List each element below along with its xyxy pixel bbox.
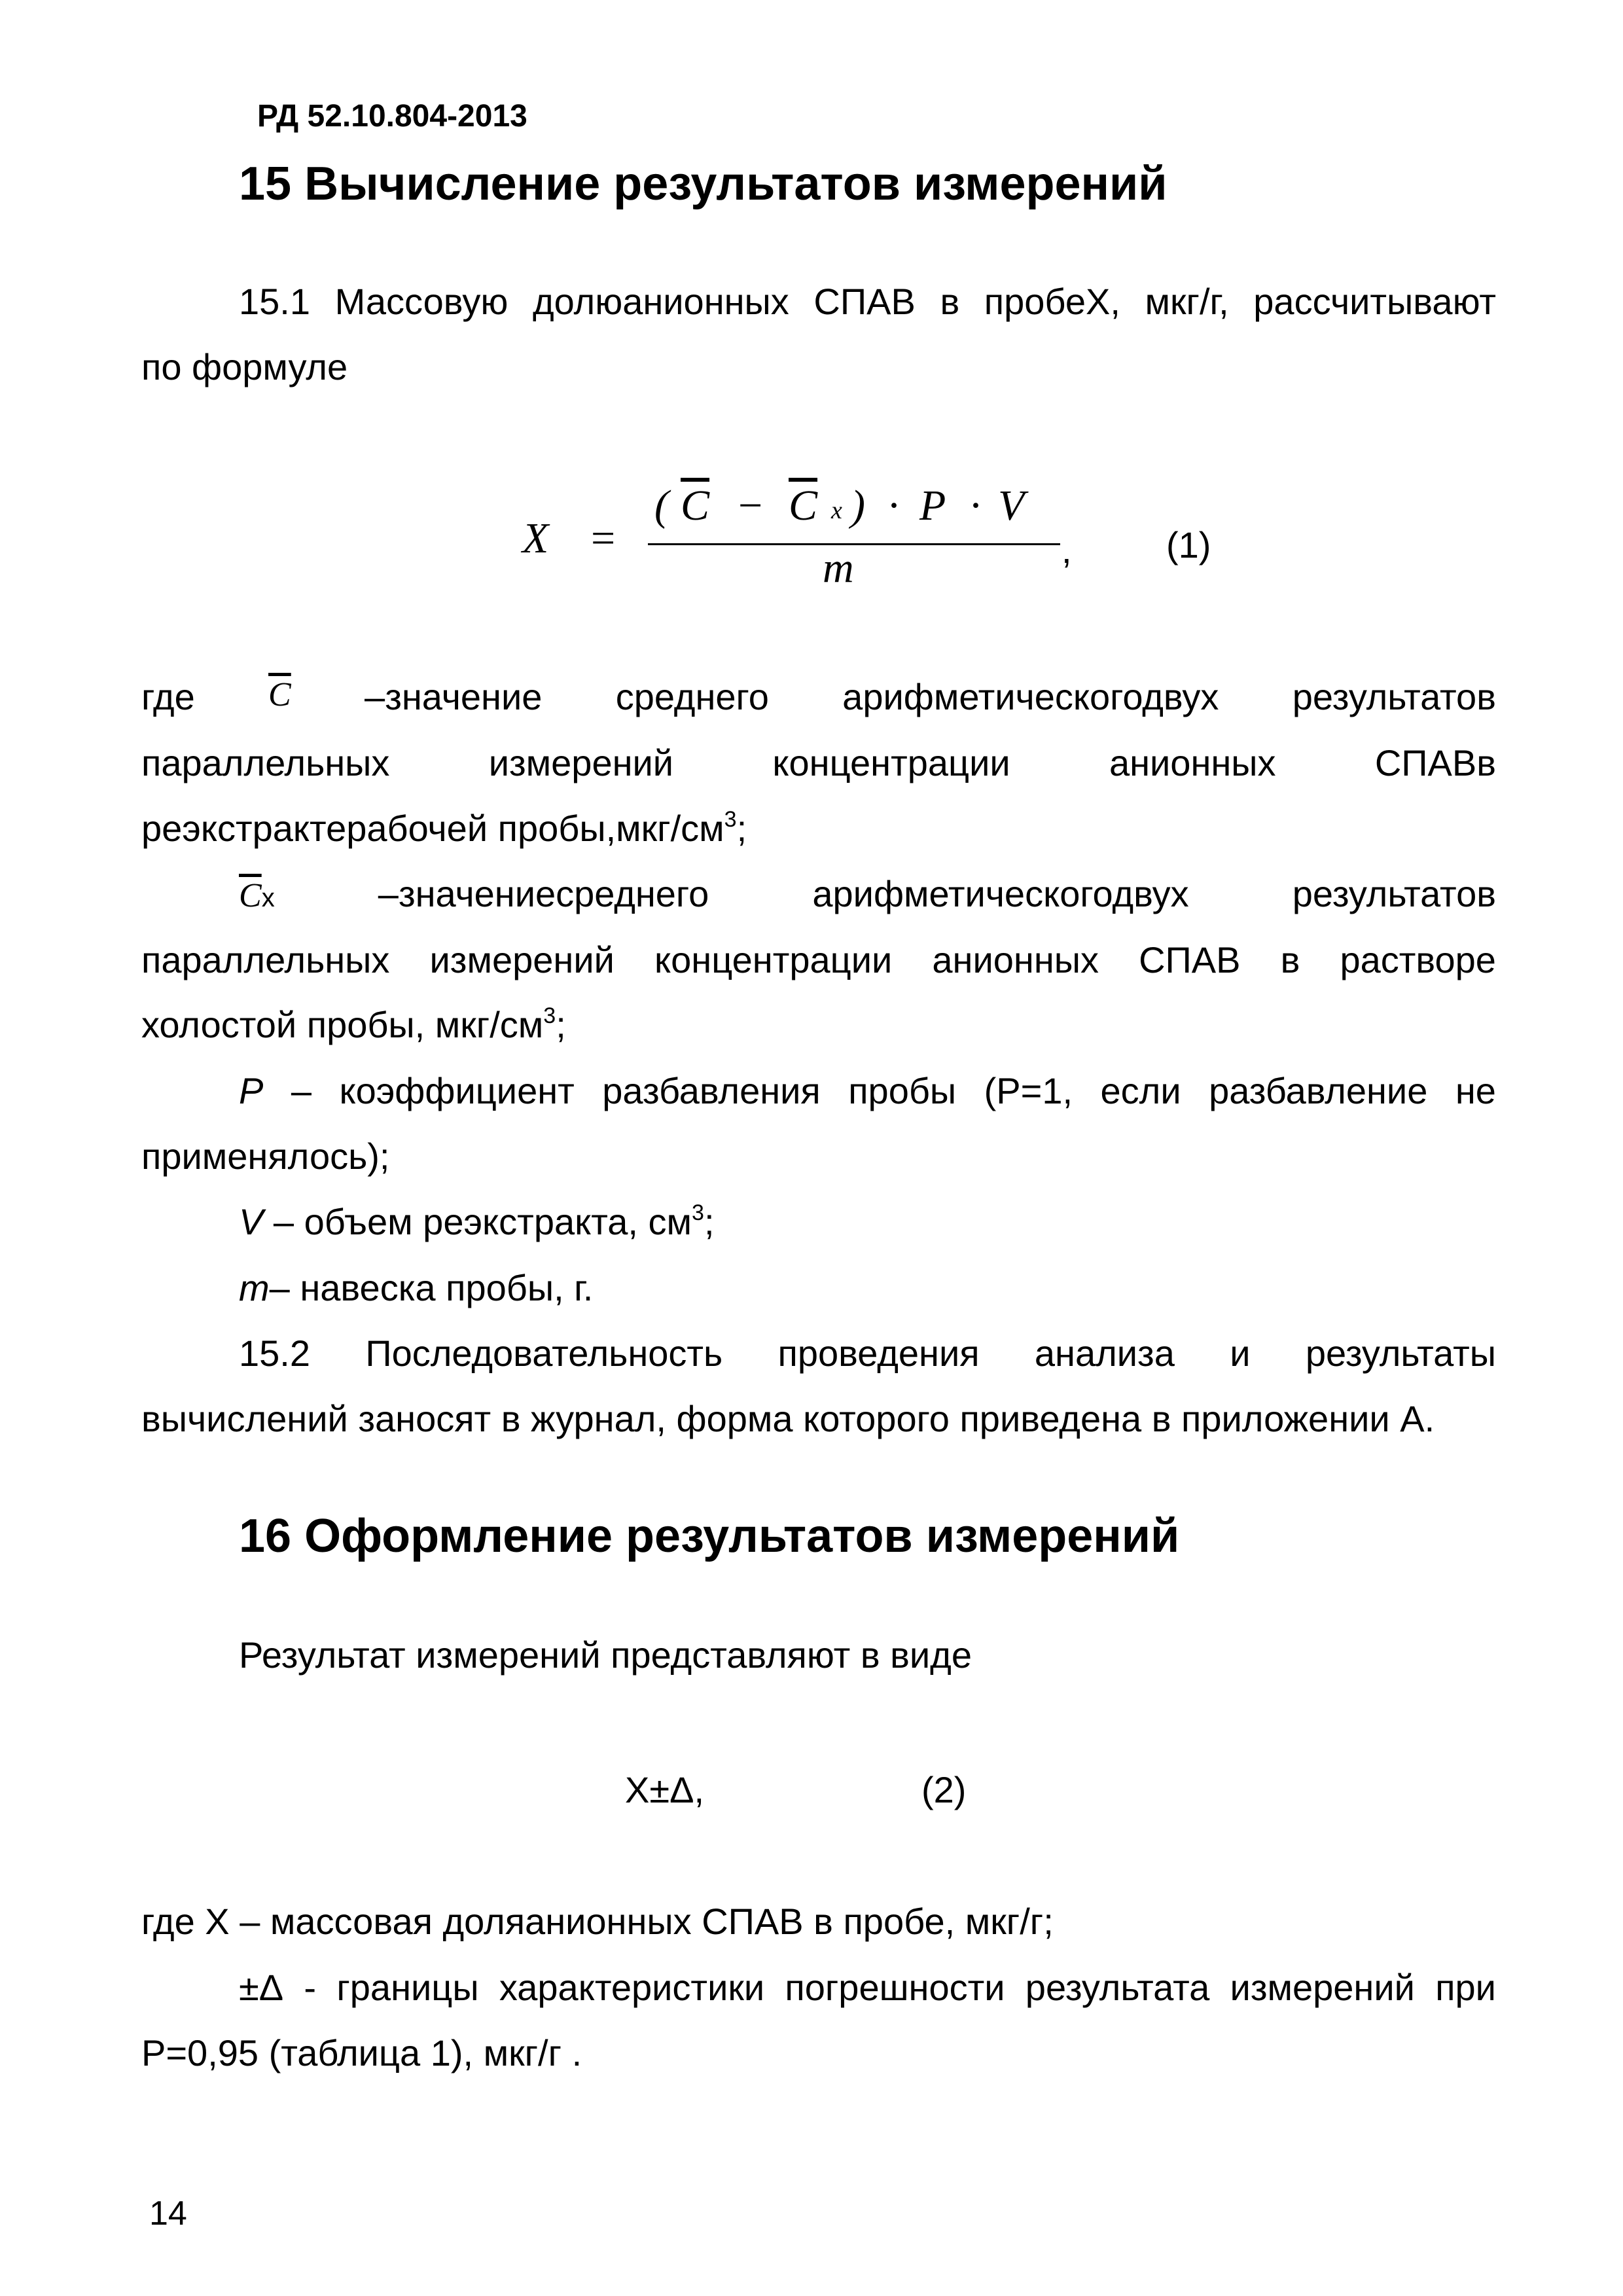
word: разбавления xyxy=(602,1070,821,1111)
superscript: 3 xyxy=(724,807,737,832)
formula-2-expression: X±Δ, xyxy=(625,1769,705,1810)
v-symbol: V xyxy=(239,1201,264,1242)
word: разбавление xyxy=(1209,1070,1428,1111)
word: концентрации xyxy=(772,742,1010,783)
text: ; xyxy=(556,1004,566,1045)
formula-equals: = xyxy=(591,514,616,562)
formula-lhs: X xyxy=(522,514,549,562)
text: ; xyxy=(736,808,747,849)
section-16-title: 16 Оформление результатов измерений xyxy=(239,1510,1180,1562)
formula-dot: · xyxy=(887,482,901,529)
word: анионных xyxy=(932,939,1099,980)
formula-p: P xyxy=(919,482,946,529)
word: арифметическогодвух xyxy=(812,873,1189,914)
word: 15.1 xyxy=(239,281,310,322)
word: в xyxy=(940,281,960,322)
formula-denominator: m xyxy=(823,544,854,592)
word: границы xyxy=(336,1967,479,2008)
paragraph-15-2-line1 xyxy=(239,1332,1496,1374)
fraction-bar xyxy=(648,543,1060,545)
formula-number: (1) xyxy=(1166,524,1211,565)
paragraph-15-1-line1 xyxy=(239,280,1496,323)
word: если xyxy=(1100,1070,1181,1111)
where-x: где X – массовая доляанионных СПАВ в пробе, мкг/г; xyxy=(141,1901,1054,1942)
word: проведения xyxy=(777,1333,980,1374)
where-p-line2: применялось); xyxy=(141,1136,390,1177)
text: – навеска пробы, г. xyxy=(269,1267,594,1308)
word: результатов xyxy=(1292,676,1496,717)
word: характеристики xyxy=(499,1967,765,2008)
word: в xyxy=(1280,939,1300,980)
word: –значениесреднего xyxy=(378,873,709,914)
c-symbol: $\overline{C}$ xyxy=(239,877,262,914)
word: рассчитывают xyxy=(1253,281,1496,322)
word: концентрации xyxy=(654,939,893,980)
word: среднего xyxy=(615,676,769,717)
word: анализа xyxy=(1034,1333,1175,1374)
where-c-line3 xyxy=(141,807,747,850)
text: – объем реэкстракта, см xyxy=(263,1201,692,1242)
word: коэффициент xyxy=(339,1070,575,1111)
p-symbol: P xyxy=(239,1070,264,1111)
where-delta-line1 xyxy=(239,1966,1496,2009)
word: Массовую xyxy=(334,281,508,322)
formula-minus: − xyxy=(738,482,763,529)
text: холостой пробы, мкг/см xyxy=(141,1004,544,1045)
word: арифметическогодвух xyxy=(842,676,1219,717)
where-c-line1 xyxy=(141,675,1496,718)
paragraph-15-2-line2: вычислений заносят в журнал, форма которого приведена в приложении А. xyxy=(141,1398,1435,1439)
where-cx-line3 xyxy=(141,1003,566,1046)
section-15-title: 15 Вычисление результатов измерений xyxy=(239,158,1168,210)
formula-cx-mean: $\overline{C}$ xyxy=(789,482,818,529)
formula-dot: · xyxy=(969,482,983,529)
word: Последовательность xyxy=(365,1333,723,1374)
where-delta-line2: P=0,95 (таблица 1), мкг/г . xyxy=(141,2032,582,2073)
text: реэкстрактерабочей пробы,мкг/см xyxy=(141,808,724,849)
document-code: РД 52.10.804-2013 xyxy=(257,99,527,134)
word: результатов xyxy=(1292,873,1496,914)
where-cx-line1 xyxy=(239,872,1496,915)
word: – xyxy=(291,1070,312,1111)
formula-c-mean: $\overline{C}$ xyxy=(681,482,710,529)
formula-cx-subscript: x xyxy=(831,497,842,524)
superscript: 3 xyxy=(543,1003,556,1028)
page-number: 14 xyxy=(149,2195,187,2233)
word: не xyxy=(1455,1070,1496,1111)
word: и xyxy=(1230,1333,1251,1374)
word: результата xyxy=(1025,1967,1210,2008)
word: анионных xyxy=(1109,742,1276,783)
where-cx-line2 xyxy=(141,939,1496,981)
x-subscript: x xyxy=(261,884,275,912)
word: СПАВ xyxy=(813,281,916,322)
word: при xyxy=(1435,1967,1496,2008)
word: пробы xyxy=(848,1070,957,1111)
paragraph-15-1-line2: по формуле xyxy=(141,346,348,387)
formula-2-number: (2) xyxy=(921,1769,967,1810)
word: ±Δ xyxy=(239,1967,284,2008)
word: (P=1, xyxy=(984,1070,1073,1111)
m-symbol: m xyxy=(239,1267,270,1308)
formula-close-paren: ) xyxy=(851,482,865,529)
word: –значение xyxy=(365,676,543,717)
word: измерений xyxy=(1230,1967,1415,2008)
word: 15.2 xyxy=(239,1333,310,1374)
word: растворе xyxy=(1340,939,1496,980)
word: измерений xyxy=(429,939,615,980)
where-v xyxy=(239,1200,715,1243)
word: СПАВ xyxy=(1139,939,1241,980)
formula-v: V xyxy=(998,482,1025,529)
word: параллельных xyxy=(141,939,390,980)
cx-symbol xyxy=(239,872,275,915)
section-16-intro: Результат измерений представляют в виде xyxy=(239,1634,972,1676)
word: где xyxy=(141,676,195,717)
text: ; xyxy=(704,1201,715,1242)
where-m xyxy=(239,1266,593,1309)
formula-comma: , xyxy=(1061,529,1072,571)
word: СПАВв xyxy=(1374,742,1496,783)
c-mean-symbol: $\overline{C}$ xyxy=(268,676,291,713)
word: результаты xyxy=(1305,1333,1496,1374)
word: погрешности xyxy=(785,1967,1005,2008)
word: измерений xyxy=(488,742,674,783)
word: долюанионных xyxy=(532,281,789,322)
formula-open-paren: ( xyxy=(654,482,669,529)
word: мкг/г, xyxy=(1145,281,1229,322)
where-p-line1 xyxy=(239,1069,1496,1112)
superscript: 3 xyxy=(692,1200,704,1225)
word: - xyxy=(304,1967,317,2008)
word: параллельных xyxy=(141,742,390,783)
where-c-line2 xyxy=(141,742,1496,784)
word: пробеX, xyxy=(984,281,1120,322)
